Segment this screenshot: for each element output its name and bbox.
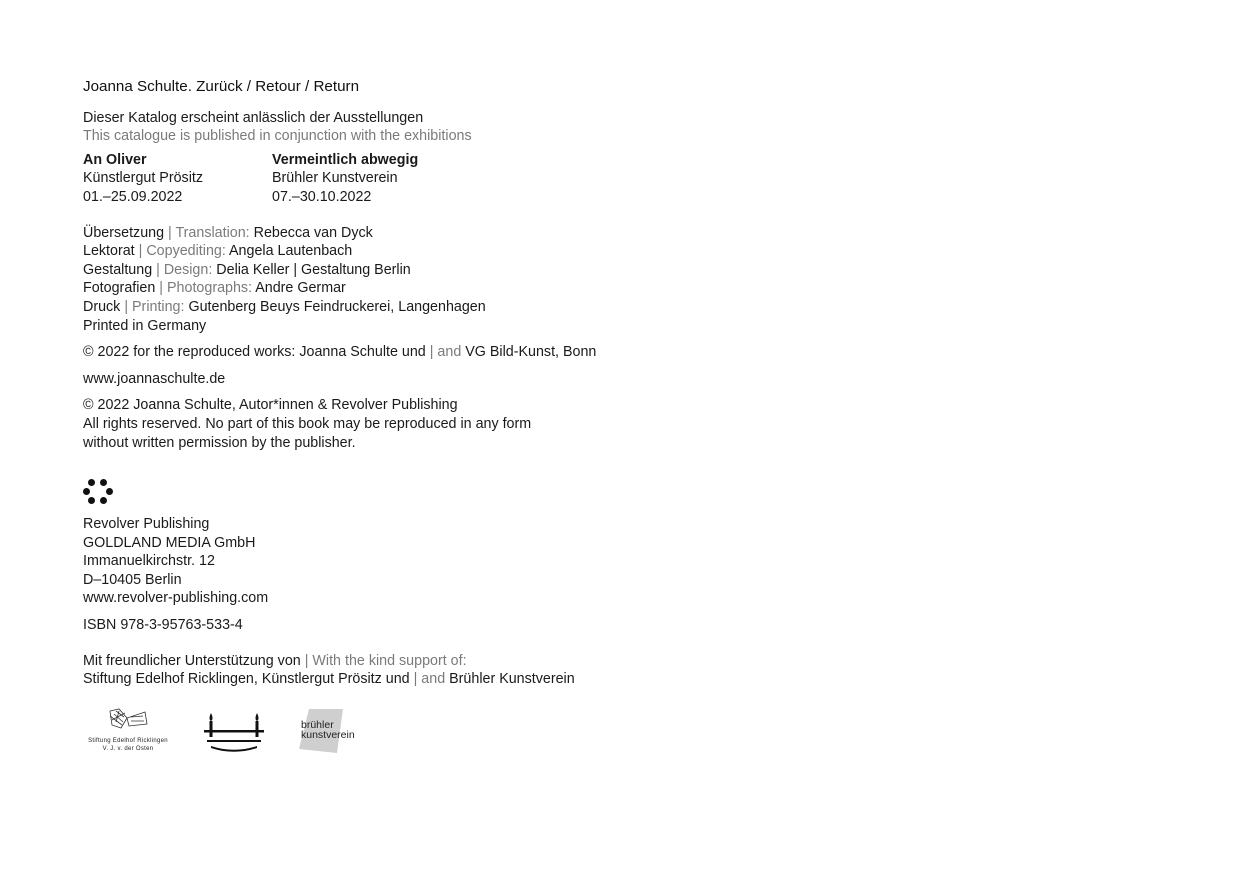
credit-label-de: Fotografien: [83, 280, 156, 297]
colophon: [83, 78, 783, 755]
bruehler-kunstverein-logo: [297, 707, 367, 755]
revolver-logo-icon: [83, 478, 115, 508]
credit-photographs: [83, 279, 783, 298]
bruehler-label: [301, 720, 355, 740]
support: [83, 652, 783, 689]
credit-value: Delia Keller | Gestaltung Berlin: [216, 261, 411, 278]
credit-colon: :: [180, 298, 189, 315]
publisher-address: [83, 515, 783, 608]
credits: [83, 224, 783, 336]
exhibition-venue: Künstlergut Prösitz: [83, 170, 203, 187]
publisher-name: Revolver Publishing: [83, 516, 210, 533]
candles-icon: [201, 708, 267, 754]
catalogue-title: Joanna Schulte. Zurück / Retour / Return: [83, 78, 360, 95]
support-sponsors: [83, 670, 783, 689]
exhibition-dates: 07.–30.10.2022: [272, 188, 372, 205]
kunstverein-word: kunstverein: [301, 728, 355, 741]
edelhof-emblem-icon: [83, 708, 173, 732]
credit-value: Andre Germar: [255, 280, 346, 297]
exhibition-dates: 01.–25.09.2022: [83, 188, 183, 205]
credit-label-en: Printing: [132, 298, 181, 315]
sponsors-last: Brühler Kunstverein: [445, 671, 575, 688]
credit-translation: [83, 224, 783, 243]
bruehler-word: brühler: [301, 718, 334, 731]
credit-label-de: Lektorat: [83, 243, 135, 260]
credit-sep: |: [120, 298, 133, 315]
copyright-line: © 2022 Joanna Schulte, Autor*innen & Revolver Publishing: [83, 397, 458, 414]
credit-colon: :: [245, 224, 254, 241]
copyright-line: All rights reserved. No part of this book may be reproduced in any form: [83, 415, 532, 432]
reproduced-rights-holder: VG Bild-Kunst, Bonn: [461, 344, 597, 361]
credit-value: Angela Lautenbach: [229, 243, 353, 260]
credit-copyediting: [83, 242, 783, 261]
credit-value: Rebecca van Dyck: [253, 224, 373, 241]
sponsors-text: Stiftung Edelhof Ricklingen, Künstlergut Prösitz und: [83, 671, 414, 688]
copyright: [83, 396, 783, 452]
credit-sep: |: [134, 243, 147, 260]
credit-colon: :: [208, 261, 217, 278]
support-heading-en: | With the kind support of:: [304, 652, 467, 669]
reproduced-and: | and: [429, 344, 462, 361]
isbn: ISBN 978-3-95763-533-4: [83, 617, 243, 634]
edelhof-logo: [83, 708, 173, 754]
printed-in: Printed in Germany: [83, 317, 207, 334]
support-heading: [83, 652, 783, 671]
exhibition-name: An Oliver: [83, 151, 147, 168]
support-heading-de: Mit freundlicher Unterstützung von: [83, 652, 305, 669]
copyright-line: without written permission by the publisher.: [83, 434, 356, 451]
intro-de: Dieser Katalog erscheint anlässlich der Ausstellungen: [83, 109, 424, 126]
kuenstlergut-proesitz-logo: [201, 708, 267, 754]
credit-label-de: Gestaltung: [83, 261, 153, 278]
edelhof-name: Stiftung Edelhof Ricklingen: [88, 738, 168, 745]
exhibitions: [83, 151, 783, 207]
publisher-company: GOLDLAND MEDIA GmbH: [83, 534, 256, 551]
credit-label-de: Übersetzung: [83, 224, 165, 241]
publisher-street: Immanuelkirchstr. 12: [83, 553, 215, 570]
exhibition-name: Vermeintlich abwegig: [272, 151, 419, 168]
credit-printing: [83, 298, 783, 317]
sponsor-logos: [83, 707, 783, 755]
exhibition-2: [272, 151, 461, 207]
reproduced-text: © 2022 for the reproduced works: Joanna Schulte und: [83, 344, 430, 361]
publisher-website-link[interactable]: www.revolver-publishing.com: [83, 590, 269, 607]
credit-label-en: Copyediting: [146, 243, 222, 260]
credit-label-de: Druck: [83, 298, 121, 315]
credit-sep: |: [152, 261, 164, 278]
credit-label-en: Translation: [175, 224, 246, 241]
credit-colon: :: [221, 243, 230, 260]
edelhof-subline: V. J. v. der Osten: [102, 746, 154, 753]
credit-colon: :: [248, 280, 256, 297]
credit-design: [83, 261, 783, 280]
credit-label-en: Photographs: [167, 280, 249, 297]
artist-website-link[interactable]: www.joannaschulte.de: [83, 370, 226, 387]
exhibition-venue: Brühler Kunstverein: [272, 170, 398, 187]
sponsors-and: | and: [413, 671, 446, 688]
reproduced-works: [83, 343, 783, 362]
publisher-city: D–10405 Berlin: [83, 571, 182, 588]
credit-sep: |: [164, 224, 176, 241]
intro-en: This catalogue is published in conjunction with the exhibitions: [83, 128, 472, 145]
credit-value: Gutenberg Beuys Feindruckerei, Langenhagen: [188, 298, 486, 315]
exhibition-1: [83, 151, 272, 207]
credit-sep: |: [155, 280, 167, 297]
credit-label-en: Design: [163, 261, 209, 278]
